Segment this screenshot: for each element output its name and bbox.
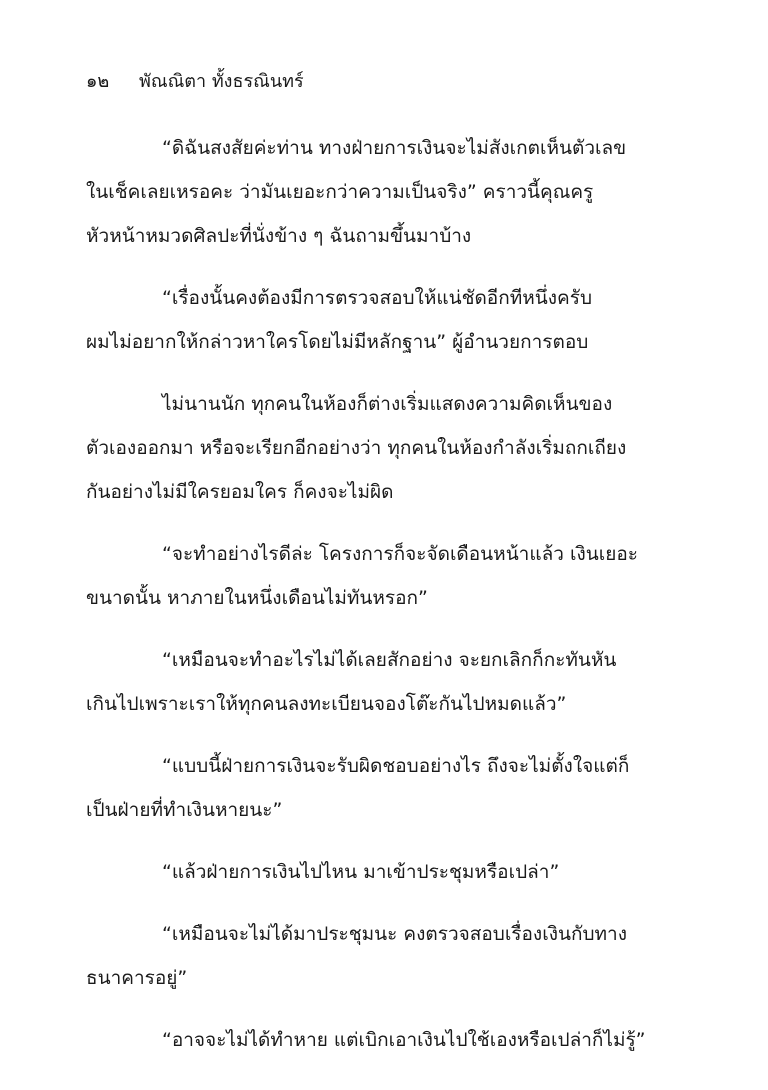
paragraph [86,276,686,364]
text-line: หัวหน้าหมวดศิลปะที่นั่งข้าง ๆ ฉันถามขึ้นมาบ้าง [86,225,472,247]
paragraph [86,532,686,620]
text-line: ขนาดนั้น หาภายในหนึ่งเดือนไม่ทันหรอก” [86,587,428,609]
text-line: “แบบนี้ฝ่ายการเงินจะรับผิดชอบอย่างไร ถึงจะไม่ตั้งใจแต่ก็ [162,755,630,777]
text-line: ธนาคารอยู่” [86,967,188,989]
paragraph [86,912,686,1000]
text-line: กันอย่างไม่มีใครยอมใคร ก็คงจะไม่ผิด [86,481,394,503]
text-line: “เรื่องนั้นคงต้องมีการตรวจสอบให้แน่ชัดอีกทีหนึ่งครับ [162,287,593,309]
text-line: “แล้วฝ่ายการเงินไปไหน มาเข้าประชุมหรือเปล่า” [162,861,560,883]
text-line: ในเช็คเลยเหรอคะ ว่ามันเยอะกว่าความเป็นจริง” คราวนี้คุณครู [86,181,594,203]
body-text [86,126,686,1080]
text-line: ตัวเองออกมา หรือจะเรียกอีกอย่างว่า ทุกคนในห้องกำลังเริ่มถกเถียง [86,437,627,459]
text-line: “ดิฉันสงสัยค่ะท่าน ทางฝ่ายการเงินจะไม่สังเกตเห็นตัวเลข [162,137,627,159]
text-line: “เหมือนจะไม่ได้มาประชุมนะ คงตรวจสอบเรื่องเงินกับทาง [162,923,627,945]
paragraph [86,744,686,832]
paragraph [86,850,686,894]
text-line: “เหมือนจะทำอะไรไม่ได้เลยสักอย่าง จะยกเลิกก็กะทันหัน [162,649,617,671]
text-line: ไม่นานนัก ทุกคนในห้องก็ต่างเริ่มแสดงความคิดเห็นของ [162,393,613,415]
text-line: ผมไม่อยากให้กล่าวหาใครโดยไม่มีหลักฐาน” ผู้อำนวยการตอบ [86,331,589,353]
text-line: “อาจจะไม่ได้ทำหาย แต่เบิกเอาเงินไปใช้เองหรือเปล่าก็ไม่รู้” [162,1029,646,1051]
paragraph [86,382,686,514]
text-line: “จะทำอย่างไรดีล่ะ โครงการก็จะจัดเดือนหน้าแล้ว เงินเยอะ [162,543,638,565]
paragraph [86,638,686,726]
author-name: พัณณิตา ทั้งธรณินทร์ [139,71,304,92]
page-number: ๑๒ [86,71,110,92]
running-header [86,70,304,94]
text-line: เป็นฝ่ายที่ทำเงินหายนะ” [86,799,283,821]
paragraph [86,1018,686,1062]
paragraph [86,126,686,258]
text-line: เกินไปเพราะเราให้ทุกคนลงทะเบียนจองโต๊ะกันไปหมดแล้ว” [86,693,567,715]
